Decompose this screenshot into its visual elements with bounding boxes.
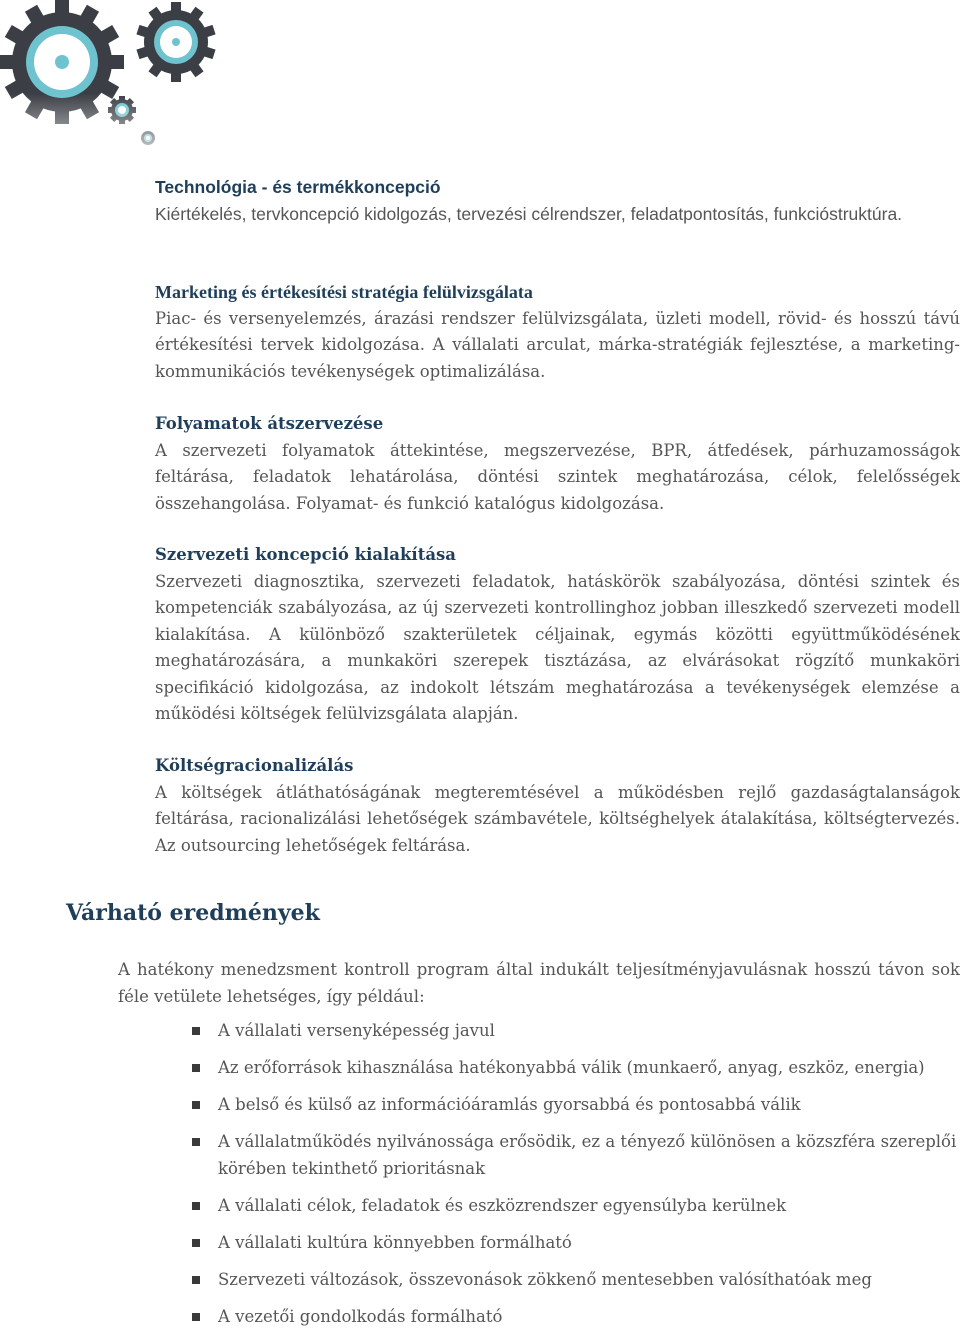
square-bullet-icon [192,1138,200,1146]
square-bullet-icon [192,1064,200,1072]
square-bullet-icon [192,1202,200,1210]
square-bullet-icon [192,1027,200,1035]
list-item [190,1092,960,1119]
square-bullet-icon [192,1313,200,1321]
list-item-text: A belső és külső az információáramlás gyorsabbá és pontosabbá válik [218,1095,801,1114]
list-item-text: A vezetői gondolkodás formálható [218,1306,503,1326]
list-item-text: A vállalatműködés nyilvánossága erősödik, ez a tényező különösen a közszféra szereplői körében tekinthető prioritásnak [218,1132,957,1178]
section-szervezeti-koncepcio [155,542,960,728]
square-bullet-icon [192,1276,200,1284]
list-item [190,1193,960,1220]
section-body: Piac- és versenyelemzés, árazási rendszer felülvizsgálata, üzleti modell, rövid- és hosszú távú értékesítési tervek kidolgozása. A vállalati arculat, márka-stratégiák fejlesztése, a marketing-kommunikációs tevékenységek optimalizálása. [155,308,960,381]
list-item [190,1267,960,1294]
section-title: Marketing és értékesítési stratégia felülvizsgálata [155,282,533,302]
section-title: Technológia - és termékkoncepció [155,177,441,197]
list-item-text: A vállalati kultúra könnyebben formálható [218,1232,572,1252]
list-item-text: A vállalati versenyképesség javul [218,1021,495,1040]
list-item-text: Az erőforrások kihasználása hatékonyabbá válik (munkaerő, anyag, eszköz, energia) [218,1058,925,1077]
square-bullet-icon [192,1101,200,1109]
list-item-text: Szervezeti változások, összevonások zökkenő mentesebben valósíthatóak meg [218,1269,872,1289]
section-technologia [155,174,960,227]
results-heading: Várható eredmények [66,900,320,926]
list-item [190,1018,960,1045]
results-list [190,1018,960,1341]
square-bullet-icon [192,1239,200,1247]
gears-logo-icon [0,0,240,170]
list-item [190,1304,960,1331]
list-item [190,1055,960,1082]
section-title: Költségracionalizálás [155,756,354,775]
section-body: Kiértékelés, tervkoncepció kidolgozás, tervezési célrendszer, feladatpontosítás, funkcióstruktúra. [155,203,903,224]
section-folyamatok [155,411,960,517]
section-title: Szervezeti koncepció kialakítása [155,545,456,564]
section-body: Szervezeti diagnosztika, szervezeti feladatok, hatáskörök szabályozása, döntési szintek és kompetenciák szabályozása, az új szervezeti kontrollinghoz jobban illeszkedő szervezeti modell kialakítása. A különböző szakterületek céljainak, egymás közötti együttműködésének meghatározására, a munkaköri szerepek tisztázása, az elvárásokat rögzítő munkaköri specifikáció kidolgozása, az indokolt létszám meghatározása a tevékenységek elemzése a működési költségek felülvizsgálata alapján. [155,571,960,723]
section-marketing [155,279,960,385]
section-body: A szervezeti folyamatok áttekintése, megszervezése, BPR, átfedések, párhuzamosságok feltárása, feladatok lehatárolása, döntési szintek meghatározása, célok, felelősségek összehangolása. Folyamat- és funkció katalógus kidolgozása. [155,440,960,513]
list-item [190,1129,960,1182]
results-intro: A hatékony menedzsment kontroll program által indukált teljesítményjavulásnak hosszú távon sok féle vetülete lehetséges, így például: [118,960,960,1006]
list-item [190,1230,960,1257]
list-item-text: A vállalati célok, feladatok és eszközrendszer egyensúlyba kerülnek [218,1195,787,1215]
section-title: Folyamatok átszervezése [155,414,384,433]
section-koltsegracionalizalas [155,753,960,859]
section-body: A költségek átláthatóságának megteremtésével a működésben rejlő gazdaságtalanságok feltárása, racionalizálási lehetőségek számbavétele, költséghelyek átalakítása, költségtervezés. Az outsourcing lehetőségek feltárása. [155,782,960,855]
